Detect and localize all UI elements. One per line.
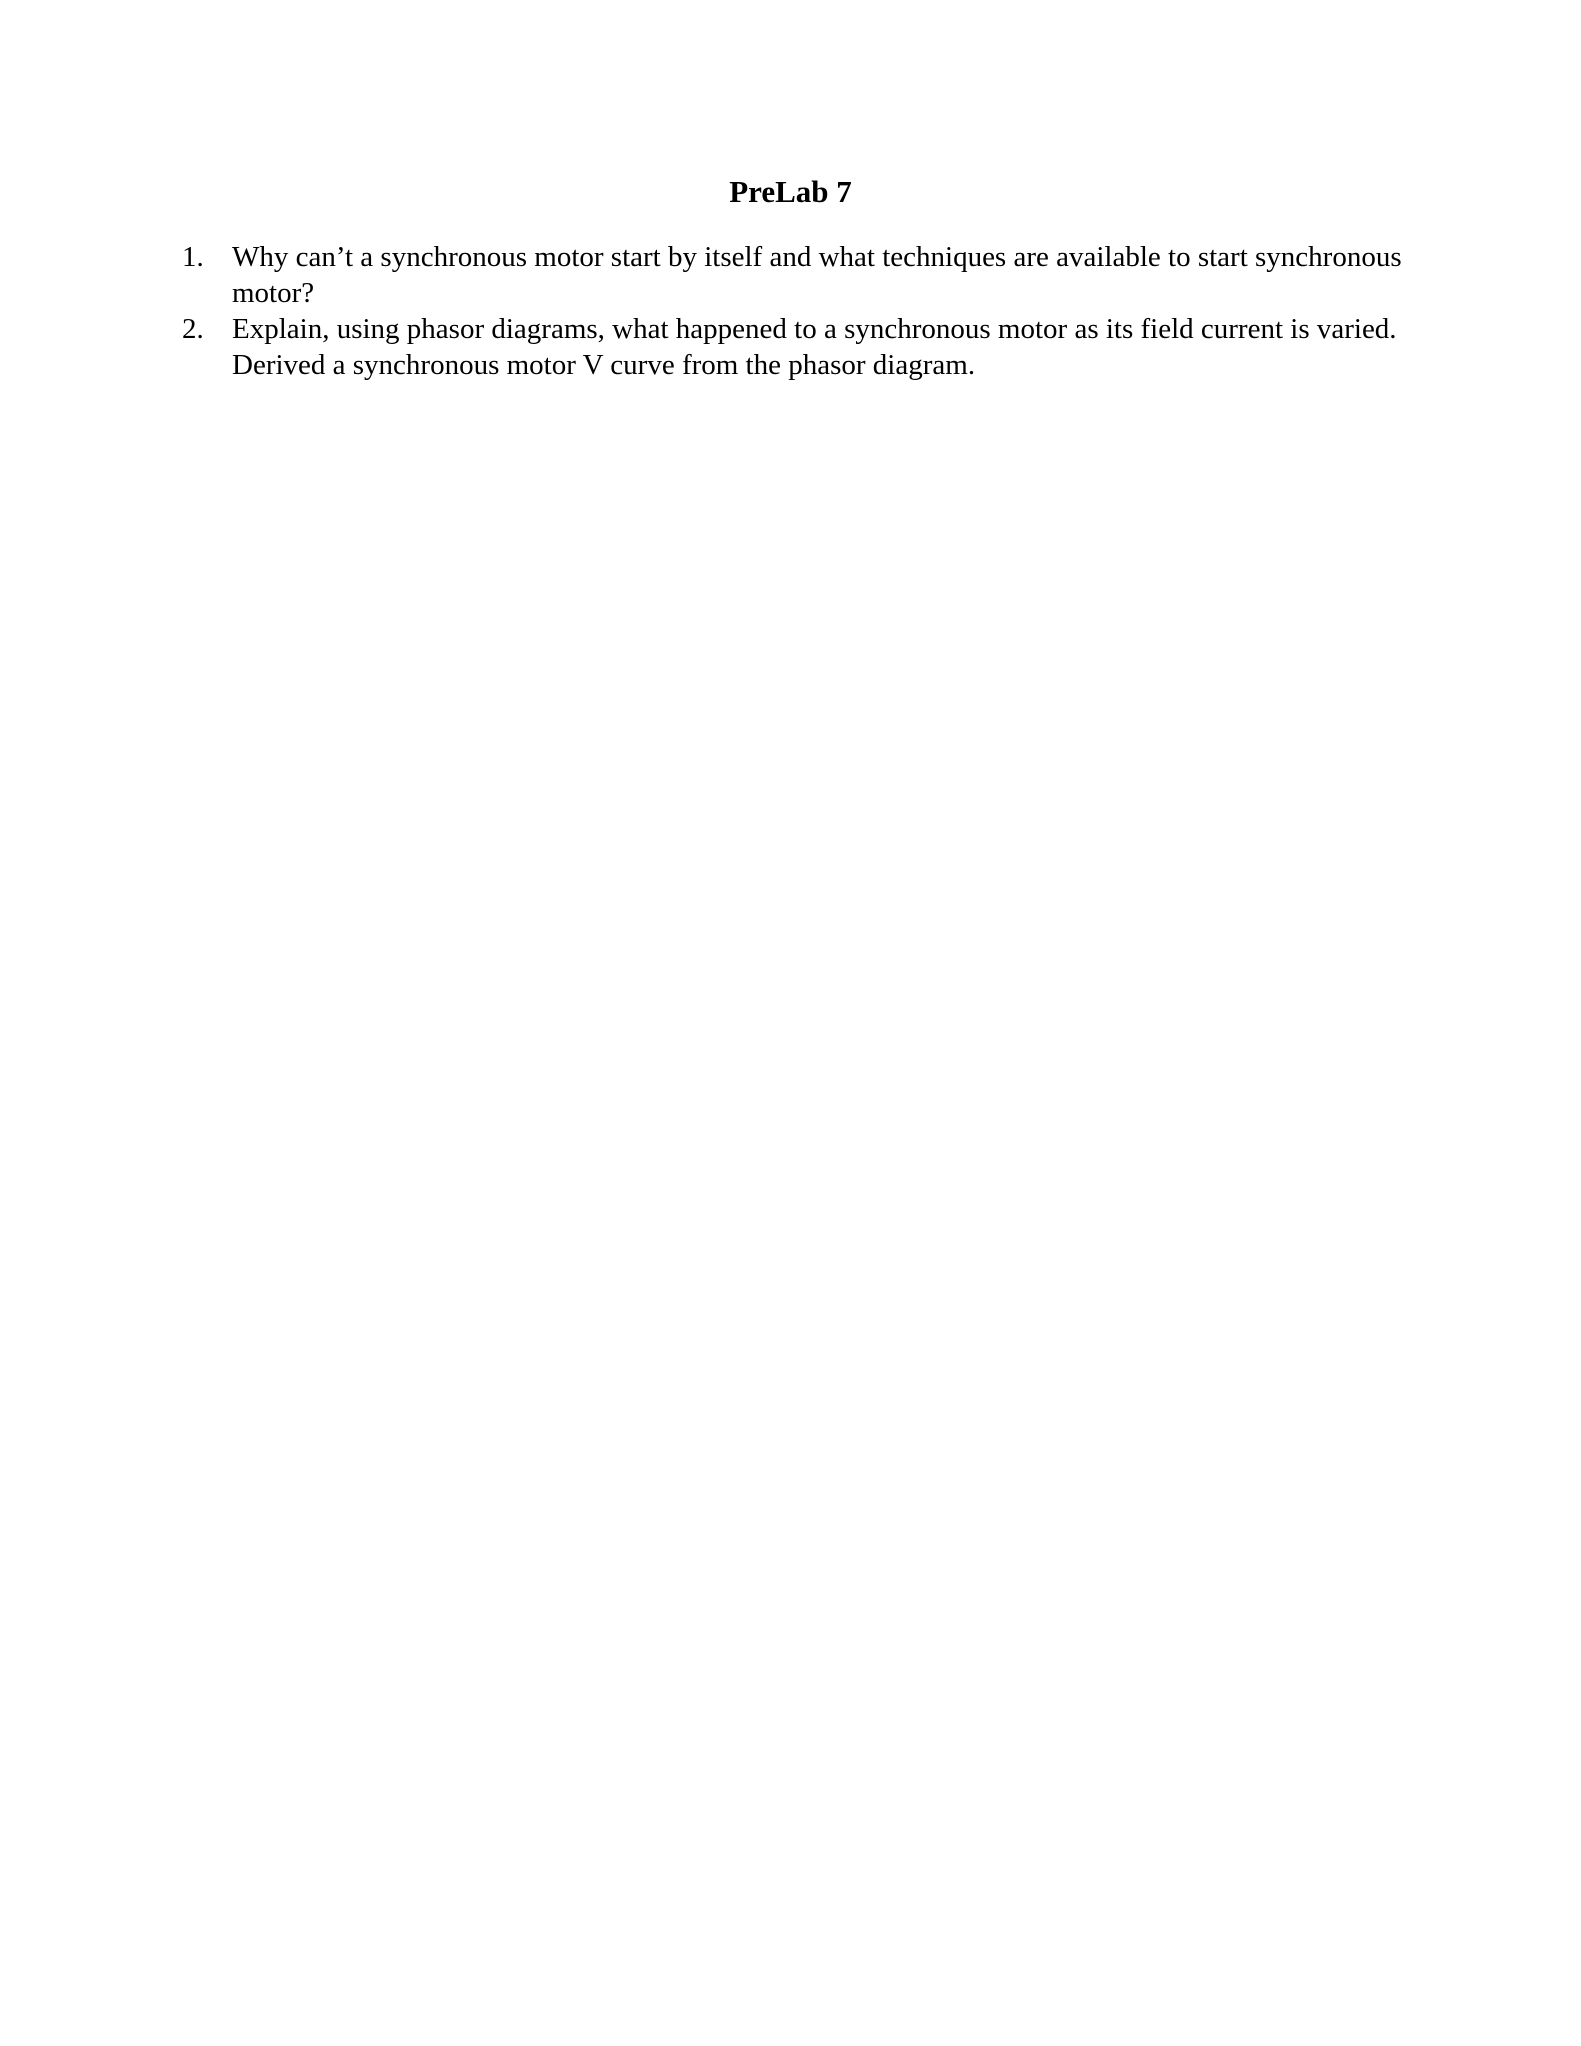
question-item-2 <box>182 311 1412 383</box>
question-number: 1. <box>182 241 204 273</box>
question-number: 2. <box>182 313 204 345</box>
question-list <box>182 239 1412 383</box>
question-item-1 <box>182 239 1412 311</box>
question-text: Why can’t a synchronous motor start by itself and what techniques are available to start synchronous motor? <box>232 241 1402 309</box>
page-title: PreLab 7 <box>729 174 852 209</box>
question-text: Explain, using phasor diagrams, what happened to a synchronous motor as its field current is varied. Derived a synchronous motor V curve from the phasor diagram. <box>232 313 1397 381</box>
